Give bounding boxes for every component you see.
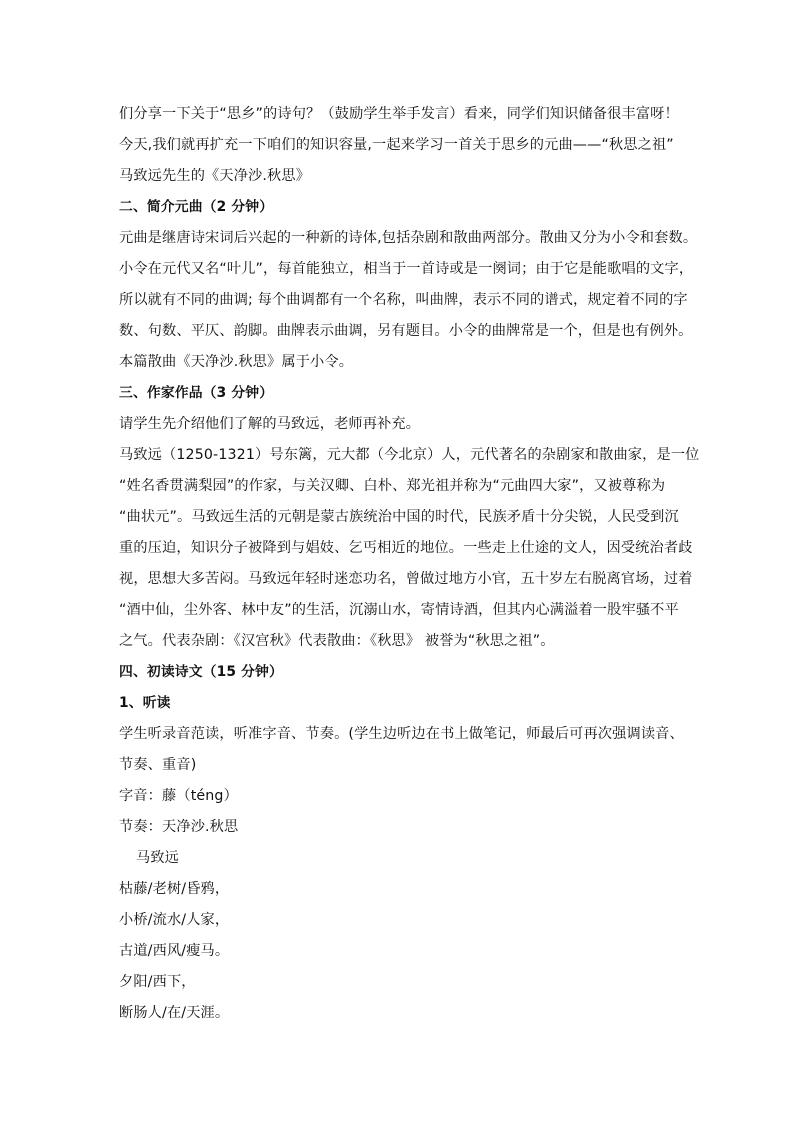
document-page bbox=[119, 99, 700, 1029]
text-line: 学生听录音范读，听准字音、节奏。(学生边听边在书上做笔记，师最后可再次强调读音、 bbox=[119, 726, 684, 742]
text-line: 节奏、重音) bbox=[119, 757, 197, 773]
text-line: “酒中仙，尘外客、林中友”的生活，沉溺山水，寄情诗酒，但其内心满溢着一股牢骚不平 bbox=[119, 602, 679, 618]
section-heading: 二、简介元曲（2 分钟） bbox=[119, 199, 274, 215]
poem-line: 夕阳/西下， bbox=[119, 974, 196, 990]
text-line: 马致远（1250-1321）号东篱，元大都（今北京）人，元代著名的杂剧家和散曲家，是一位 bbox=[119, 447, 700, 463]
text-line: 之气。代表杂剧：《汉宫秋》代表散曲：《秋思》 被誉为“秋思之祖”。 bbox=[119, 633, 555, 649]
text-line: 数、句数、平仄、韵脚。曲牌表示曲调，另有题目。小令的曲牌常是一个，但是也有例外。 bbox=[119, 323, 693, 339]
text-line: 今天,我们就再扩充一下咱们的知识容量,一起来学习一首关于思乡的元曲——“秋思之祖” bbox=[119, 137, 674, 153]
subsection-heading: 1、听读 bbox=[119, 695, 171, 711]
section-heading: 三、作家作品（3 分钟） bbox=[119, 385, 274, 401]
text-line: 们分享一下关于“思乡”的诗句？（鼓励学生举手发言）看来，同学们知识储备很丰富呀！ bbox=[119, 106, 679, 122]
text-line: 马致远先生的《天净沙.秋思》 bbox=[119, 168, 311, 184]
text-line: 所以就有不同的曲调; 每个曲调都有一个名称，叫曲牌，表示不同的谱式，规定着不同的字 bbox=[119, 292, 688, 308]
poem-line: 小桥/流水/人家， bbox=[119, 912, 230, 928]
poem-line: 断肠人/在/天涯。 bbox=[119, 1005, 230, 1021]
text-line: 本篇散曲《天净沙.秋思》属于小令。 bbox=[119, 354, 354, 370]
text-line: 节奏：天净沙.秋思 bbox=[119, 819, 239, 835]
text-line: 视，思想大多苦闷。马致远年轻时迷恋功名，曾做过地方小官，五十岁左右脱离官场，过着 bbox=[119, 571, 693, 587]
text-line: 请学生先介绍他们了解的马致远，老师再补充。 bbox=[119, 416, 421, 432]
text-line: “曲状元”。马致远生活的元朝是蒙古族统治中国的时代，民族矛盾十分尖锐，人民受到沉 bbox=[119, 509, 679, 525]
text-line: 元曲是继唐诗宋词后兴起的一种新的诗体,包括杂剧和散曲两部分。散曲又分为小令和套数。 bbox=[119, 230, 698, 246]
text-line: 重的压迫，知识分子被降到与娼妓、乞丐相近的地位。一些走上仕途的文人，因受统治者歧 bbox=[119, 540, 693, 556]
poem-line: 古道/西风/瘦马。 bbox=[119, 943, 230, 959]
poem-author: 马致远 bbox=[136, 850, 180, 866]
section-heading: 四、初读诗文（15 分钟） bbox=[119, 664, 283, 680]
text-line: 字音：藤（téng） bbox=[119, 788, 238, 804]
text-line: 小令在元代又名“叶儿”，每首能独立，相当于一首诗或是一阕词；由于它是能歌唱的文字， bbox=[119, 261, 694, 277]
poem-line: 枯藤/老树/昏鸦， bbox=[119, 881, 230, 897]
text-line: “姓名香贯满梨园”的作家，与关汉卿、白朴、郑光祖并称为“元曲四大家”，又被尊称为 bbox=[119, 478, 666, 494]
